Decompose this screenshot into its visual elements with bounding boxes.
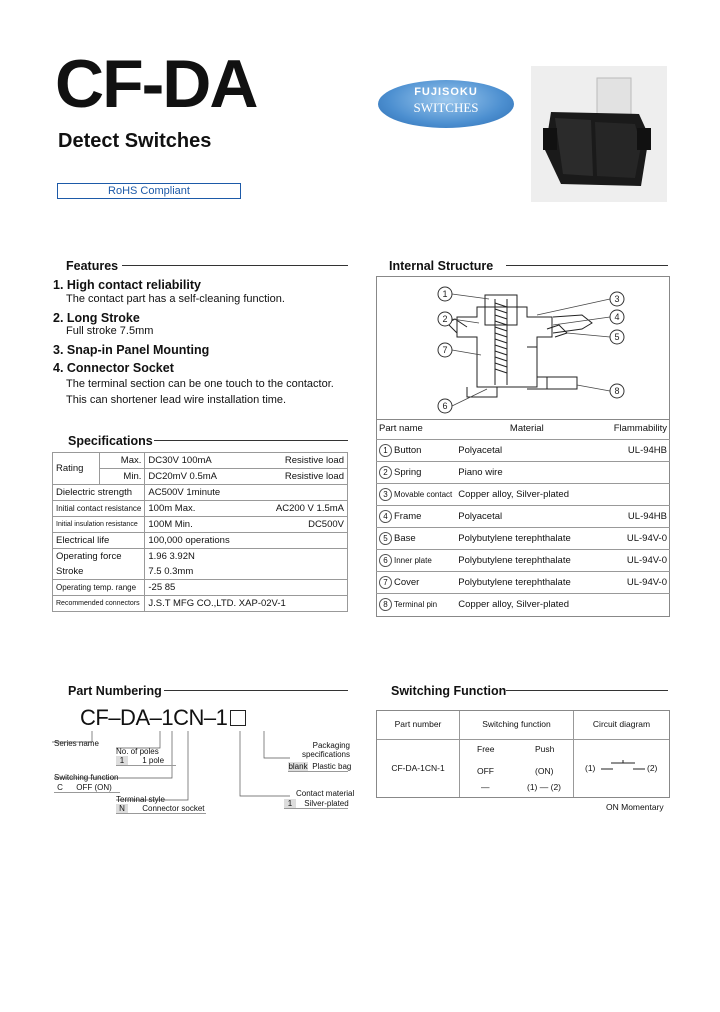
free-state: OFF: [477, 766, 494, 776]
part-number-placeholder-box: [230, 710, 246, 726]
spec-cell: Stroke: [53, 564, 145, 580]
free-connection: —: [481, 782, 490, 792]
material-flammability: UL-94V-0: [598, 528, 670, 550]
part-numbering-heading: Part Numbering: [68, 684, 162, 698]
materials-table: [376, 418, 670, 615]
packaging-code: blank: [288, 762, 308, 771]
poles-row: [116, 756, 176, 766]
part-numbering-rule: [164, 690, 348, 691]
callout-4: 4: [614, 312, 620, 322]
spec-cell: Operating temp. range: [53, 580, 145, 596]
part-name: Base: [394, 533, 416, 544]
material-part: [376, 506, 455, 528]
feature-4-text-2: This can shortener lead wire installation time.: [66, 394, 287, 406]
header-material: Material: [509, 423, 544, 434]
material-flammability: [598, 484, 670, 506]
feature-2-title: 2. Long Stroke: [53, 311, 140, 325]
product-photo: [531, 66, 667, 202]
fujisoku-logo: [378, 80, 514, 128]
circuit-terminal-1: (1): [585, 763, 596, 773]
material-part: [376, 550, 455, 572]
material-name: Copper alloy, Silver-plated: [455, 484, 598, 506]
switching-function-table: [376, 710, 670, 798]
spec-row: [53, 549, 348, 565]
callout-2: 2: [442, 314, 448, 324]
spec-cell: Operating force: [53, 549, 145, 565]
part-number-circle: 7: [379, 576, 392, 589]
contact-code: 1: [284, 799, 296, 808]
part-number-circle: 8: [379, 598, 392, 611]
material-name: Polybutylene terephthalate: [455, 528, 598, 550]
part-name: Terminal pin: [394, 600, 438, 609]
material-part: [376, 484, 455, 506]
push-state: (ON): [535, 766, 554, 776]
material-flammability: UL-94V-0: [598, 572, 670, 594]
free-label: Free: [477, 744, 495, 754]
part-number-circle: 5: [379, 532, 392, 545]
spec-row: [53, 533, 348, 549]
material-row: [376, 550, 670, 572]
material-flammability: UL-94V-0: [598, 550, 670, 572]
spec-row: [53, 580, 348, 596]
series-name-label: Series name: [54, 739, 99, 748]
circuit-symbol: [599, 759, 647, 775]
spec-cell: Recommended connectors: [53, 596, 145, 612]
packaging-row: [288, 762, 352, 772]
terminal-code: N: [116, 804, 128, 813]
logo-line-1: FUJISOKU: [414, 86, 478, 98]
material-row: [376, 440, 670, 462]
spec-cell: Dielectric strength: [53, 485, 145, 501]
material-row: [376, 594, 670, 616]
spec-cell: Resistive load: [249, 469, 348, 485]
material-row: [376, 528, 670, 550]
spec-cell: [249, 485, 348, 501]
spec-row: [53, 501, 348, 517]
spec-cell: Min.: [100, 469, 145, 485]
product-subtitle: Detect Switches: [58, 130, 212, 152]
poles-label: No. of poles: [116, 747, 159, 756]
spec-cell: AC200 V 1.5mA: [249, 501, 348, 517]
part-name: Button: [394, 445, 422, 456]
spec-cell: Max.: [100, 453, 145, 469]
callout-5: 5: [614, 332, 620, 342]
part-name: Inner plate: [394, 556, 432, 565]
circuit-terminal-2: (2): [647, 763, 658, 773]
header-part-name: Part name: [379, 423, 423, 434]
material-part: [376, 462, 455, 484]
structure-diagram: [376, 276, 670, 420]
part-name: Movable contact: [394, 490, 453, 499]
materials-header-row: [376, 418, 670, 440]
switching-label: Switching function: [54, 773, 119, 782]
spec-row: [53, 485, 348, 501]
material-part: [376, 594, 455, 616]
material-row: [376, 506, 670, 528]
spec-cell: 100m Max.: [145, 501, 249, 517]
material-part: [376, 528, 455, 550]
poles-value: 1 pole: [142, 756, 165, 765]
feature-4-text: The terminal section can be one touch to the contactor.: [66, 378, 334, 390]
spec-cell: -25 85: [145, 580, 348, 596]
feature-3-title: 3. Snap-in Panel Mounting: [53, 343, 210, 357]
spec-cell: 100,000 operations: [145, 533, 348, 549]
product-title: CF-DA: [55, 46, 257, 122]
header-flammability: Flammability: [613, 423, 667, 434]
packaging-label: Packaging specifications: [301, 741, 350, 759]
switching-value: OFF (ON): [76, 783, 112, 792]
spec-row: [53, 517, 348, 533]
contact-value: Silver-plated: [304, 799, 349, 808]
part-number-circle: 3: [379, 488, 392, 501]
material-name: Polyacetal: [455, 506, 598, 528]
switching-function-heading: Switching Function: [391, 684, 507, 698]
material-name: Polyacetal: [455, 440, 598, 462]
material-flammability: [598, 462, 670, 484]
terminal-value: Connector socket: [142, 804, 205, 813]
spec-row: [53, 453, 348, 469]
spec-cell: 7.5 0.3mm: [145, 564, 348, 580]
switching-row: [54, 783, 120, 793]
features-rule: [122, 265, 348, 266]
material-name: Piano wire: [455, 462, 598, 484]
spec-cell: Rating: [53, 453, 100, 485]
part-number-circle: 4: [379, 510, 392, 523]
internal-structure-rule: [506, 265, 668, 266]
spec-cell: DC20mV 0.5mA: [145, 469, 249, 485]
specifications-heading: Specifications: [68, 434, 153, 448]
part-name: Spring: [394, 467, 422, 478]
feature-1-text: The contact part has a self-cleaning function.: [66, 293, 285, 305]
material-row: [376, 484, 670, 506]
material-flammability: [598, 594, 670, 616]
spec-cell: 1.96 3.92N: [145, 549, 348, 565]
push-connection: (1) — (2): [527, 782, 561, 792]
part-number-circle: 6: [379, 554, 392, 567]
spec-cell: J.S.T MFG CO.,LTD. XAP-02V-1: [145, 596, 348, 612]
part-number-code-text: CF–DA–1CN–1: [80, 705, 228, 730]
header-switching-function: Switching function: [482, 719, 551, 729]
specifications-table: [52, 452, 348, 612]
features-heading: Features: [66, 259, 119, 273]
material-name: Polybutylene terephthalate: [455, 572, 598, 594]
part-number-circle: 2: [379, 466, 392, 479]
spec-cell: Electrical life: [53, 533, 145, 549]
spec-row: [53, 564, 348, 580]
header-part-number: Part number: [394, 719, 442, 729]
rohs-badge: RoHS Compliant: [57, 183, 241, 199]
logo-line-2: SWITCHES: [413, 100, 479, 115]
terminal-row: [116, 804, 206, 814]
spec-cell: DC500V: [249, 517, 348, 533]
structure-drawing: [377, 277, 669, 419]
internal-structure-heading: Internal Structure: [389, 259, 494, 273]
spec-cell: DC30V 100mA: [145, 453, 249, 469]
spec-cell: 100M Min.: [145, 517, 249, 533]
spec-cell: Initial contact resistance: [53, 501, 145, 517]
switch-part-number: CF-DA-1CN-1: [391, 763, 445, 773]
contact-label: Contact material: [296, 789, 355, 798]
material-row: [376, 572, 670, 594]
spec-cell: AC500V 1minute: [145, 485, 249, 501]
header-divider: [377, 739, 669, 740]
poles-code: 1: [116, 756, 128, 765]
packaging-value: Plastic bag: [312, 762, 352, 771]
callout-8: 8: [614, 386, 620, 396]
header-circuit-diagram: Circuit diagram: [592, 719, 651, 729]
material-row: [376, 462, 670, 484]
spec-cell: Initial insulation resistance: [53, 517, 145, 533]
material-flammability: UL-94HB: [598, 506, 670, 528]
callout-7: 7: [442, 345, 448, 355]
part-number-circle: 1: [379, 444, 392, 457]
spec-cell: Resistive load: [249, 453, 348, 469]
spec-row: [53, 596, 348, 612]
feature-4-title: 4. Connector Socket: [53, 361, 174, 375]
material-name: Polybutylene terephthalate: [455, 550, 598, 572]
callout-1: 1: [442, 289, 448, 299]
switching-function-rule: [506, 690, 668, 691]
material-part: [376, 572, 455, 594]
material-flammability: UL-94HB: [598, 440, 670, 462]
terminal-label: Terminal style: [116, 795, 165, 804]
circuit-note: ON Momentary: [606, 802, 664, 812]
feature-1-title: 1. High contact reliability: [53, 278, 201, 292]
callout-3: 3: [614, 294, 620, 304]
part-name: Cover: [394, 577, 420, 588]
feature-2-text: Full stroke 7.5mm: [66, 325, 154, 337]
material-part: [376, 440, 455, 462]
contact-row: [284, 799, 348, 809]
specifications-rule: [154, 440, 348, 441]
part-name: Frame: [394, 511, 422, 522]
push-label: Push: [535, 744, 555, 754]
material-name: Copper alloy, Silver-plated: [455, 594, 598, 616]
switching-code: C: [57, 783, 63, 792]
callout-6: 6: [442, 401, 448, 411]
